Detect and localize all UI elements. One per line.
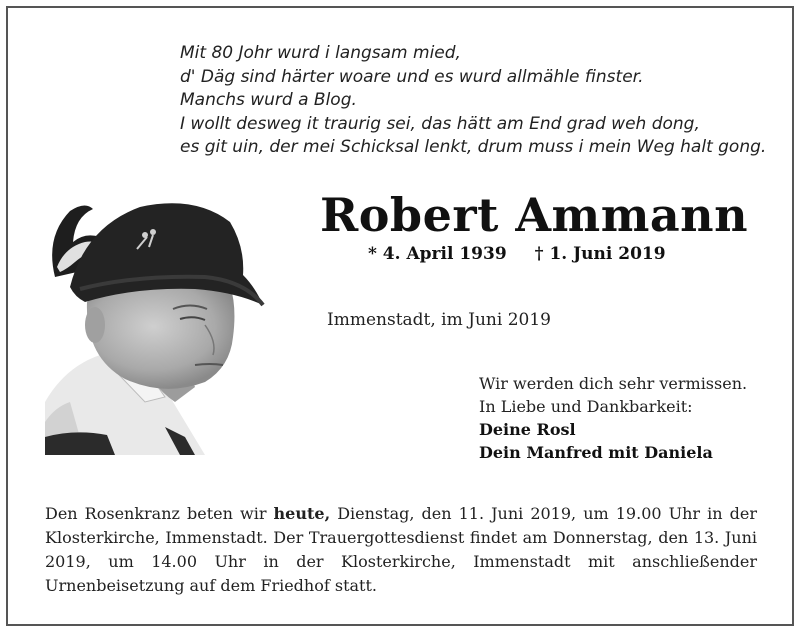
notice-text: Dienstag, den 11. Juni 2019, um 19.00 Uhr in der Klosterkirche, Immenstadt. Der Trauergottesdienst findet am Donnerstag, den 13. Juni 2019, um 14.00 Uhr in der Klosterkirche, Immenstadt mit anschließender Urnenbeisetzung auf dem Friedhof statt. [45, 504, 757, 595]
portrait-photo [45, 197, 265, 455]
poem-line: Mit 80 Johr wurd i langsam mied, [180, 43, 461, 63]
life-dates [368, 244, 666, 264]
poem-line: Manchs wurd a Blog. [180, 90, 357, 110]
poem-line: es git uin, der mei Schicksal lenkt, drum muss i mein Weg halt gong. [180, 137, 767, 157]
poem [180, 42, 766, 160]
family-line: Wir werden dich sehr vermissen. [479, 374, 748, 393]
family-line: In Liebe und Dankbarkeit: [479, 397, 693, 416]
deceased-name: Robert Ammann [320, 188, 749, 242]
family-message [479, 372, 747, 464]
family-mourner: Dein Manfred mit Daniela [479, 443, 713, 462]
notice-text: Den Rosenkranz beten wir [45, 504, 274, 523]
notice-emphasis: heute, [273, 504, 331, 523]
family-mourner: Deine Rosl [479, 420, 576, 439]
place-date: Immenstadt, im Juni 2019 [327, 310, 551, 330]
birth-date: * 4. April 1939 [368, 244, 507, 264]
death-date: † 1. Juni 2019 [534, 244, 666, 264]
poem-line: I wollt desweg it traurig sei, das hätt am End grad weh dong, [180, 113, 700, 134]
service-notice [45, 502, 757, 598]
poem-line: d' Däg sind härter woare und es wurd allmähle finster. [180, 66, 644, 87]
